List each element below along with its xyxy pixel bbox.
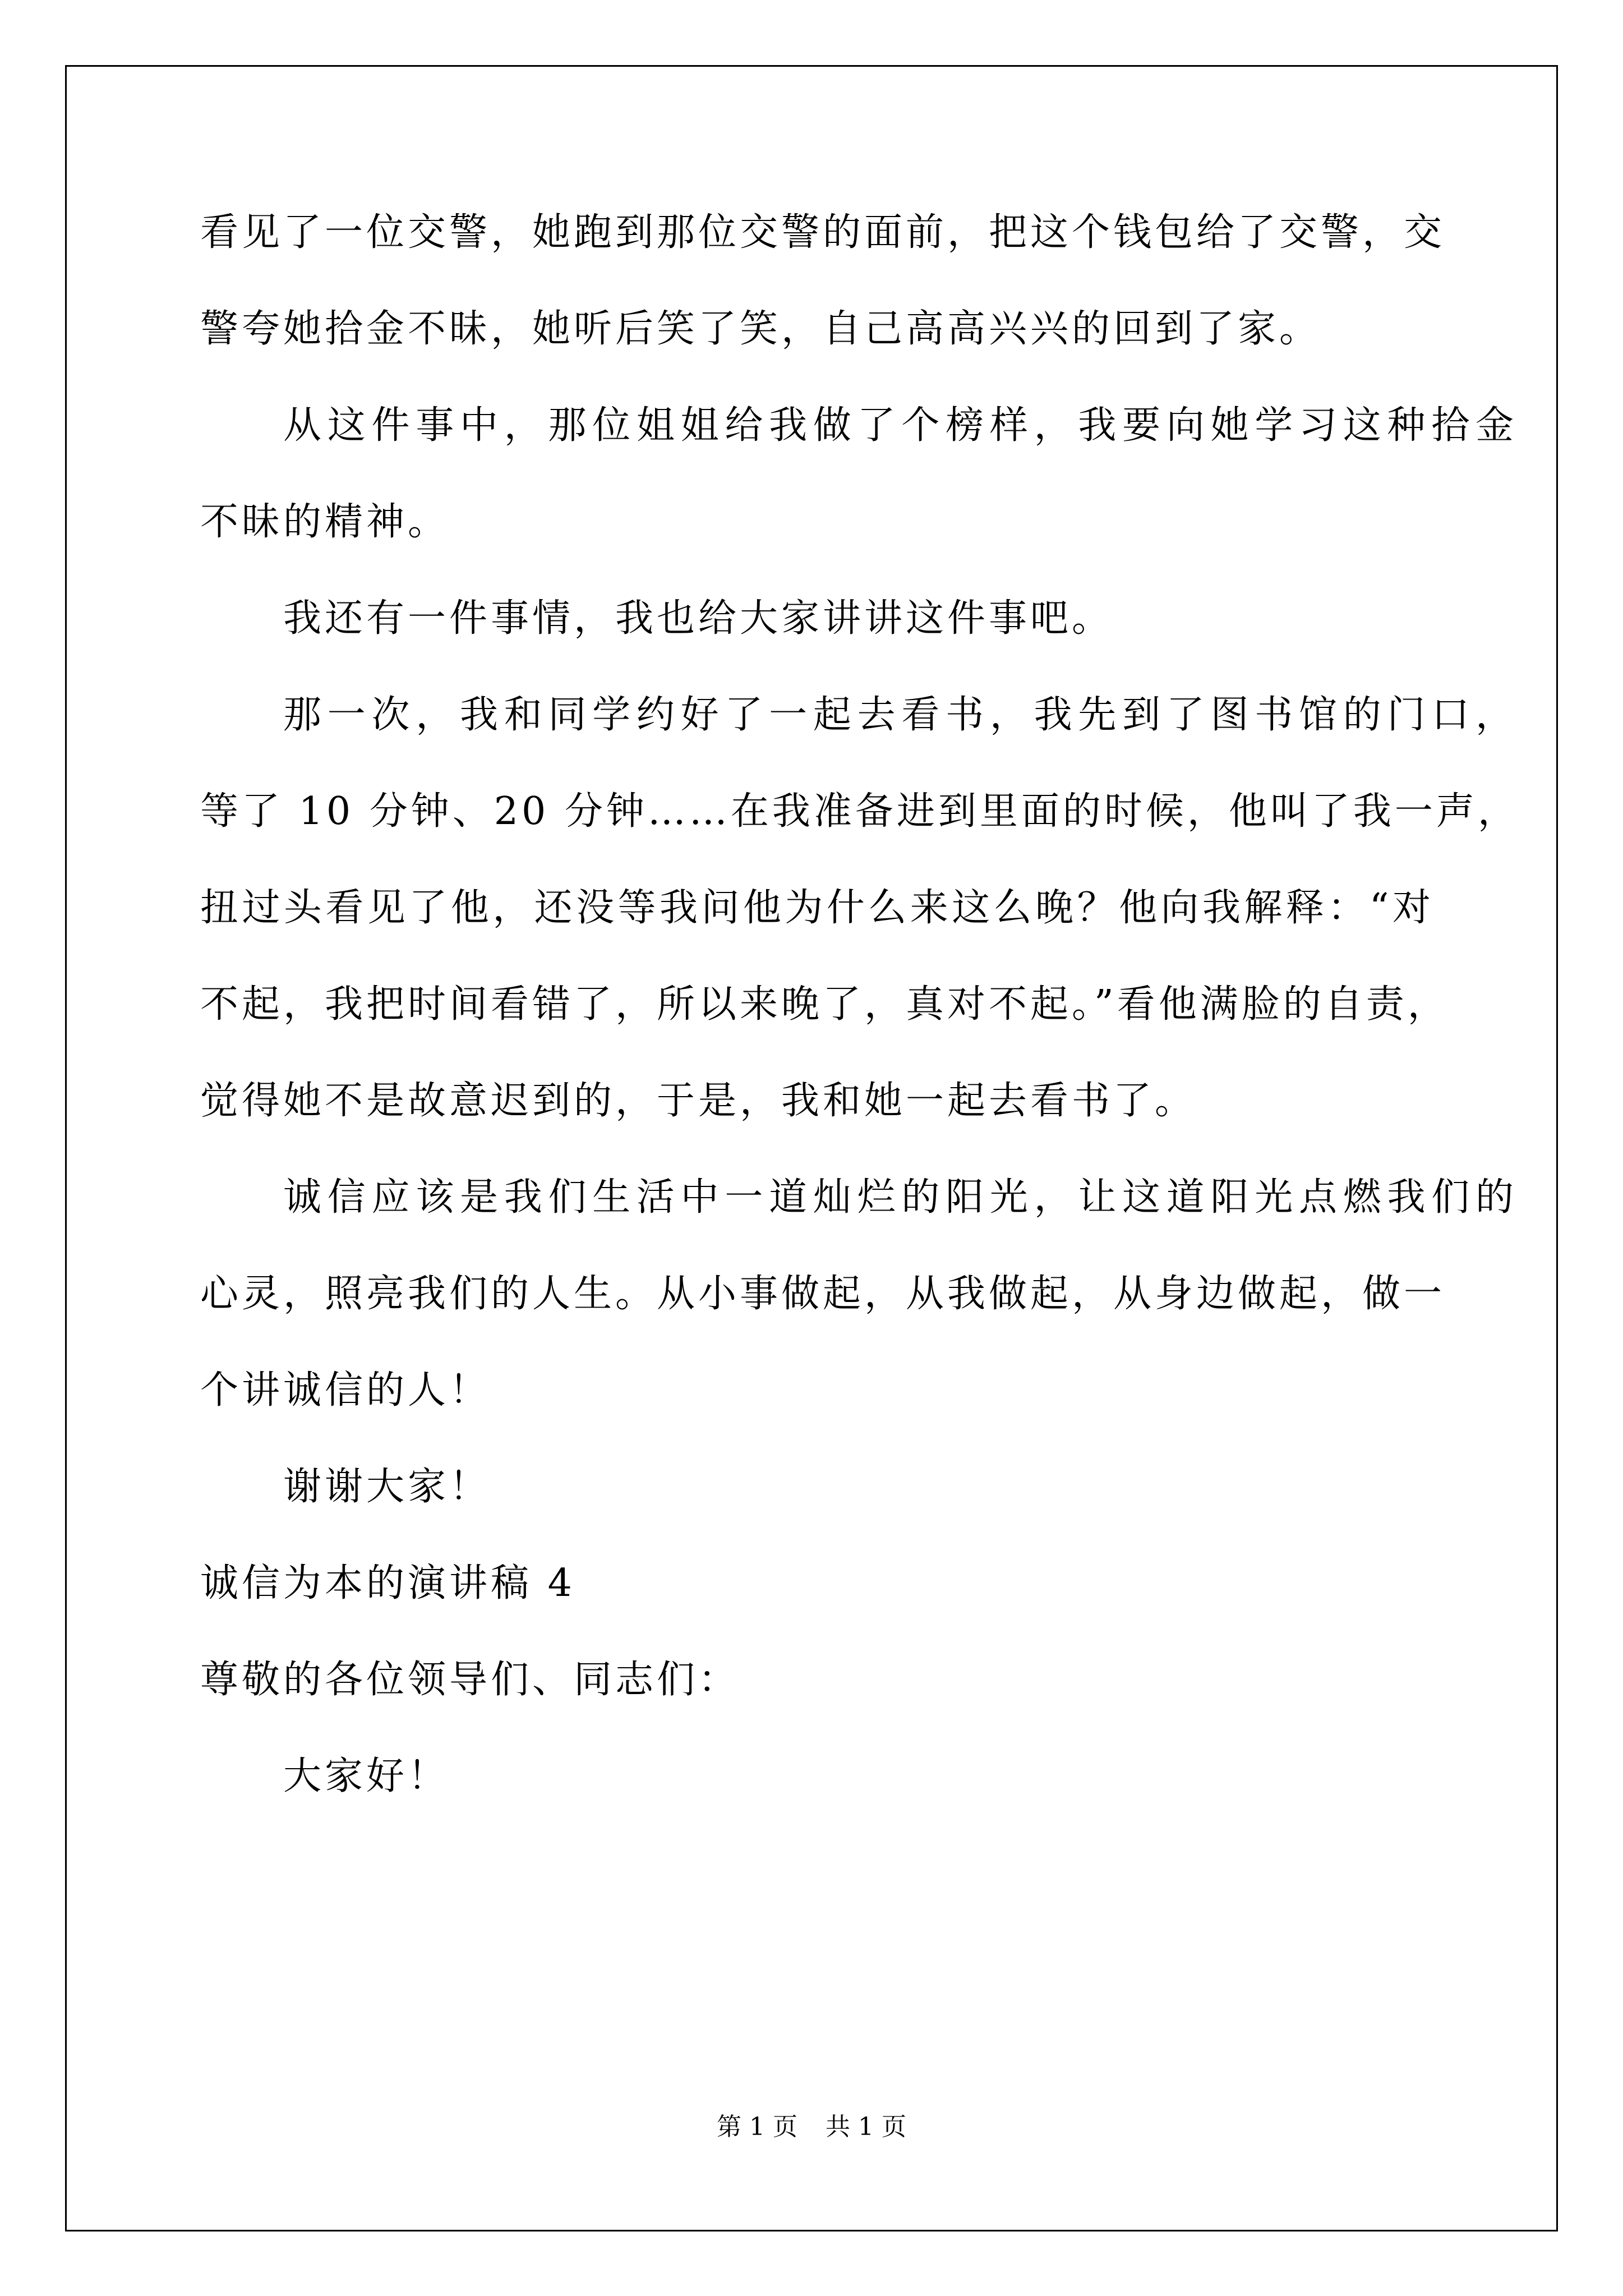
- text-line: 我还有一件事情，我也给大家讲讲这件事吧。: [283, 596, 1114, 641]
- text-line: 心灵，照亮我们的人生。从小事做起，从我做起，从身边做起，做一: [200, 1272, 1446, 1316]
- text-line: 觉得她不是故意迟到的，于是，我和她一起去看书了。: [200, 1079, 1197, 1123]
- document-body: [200, 202, 1519, 1807]
- text-line: 那一次，我和同学约好了一起去看书，我先到了图书馆的门口，: [283, 693, 1517, 737]
- section-title: 诚信为本的演讲稿 4: [200, 1561, 575, 1605]
- text-line: 从这件事中，那位姐姐给我做了个榜样，我要向她学习这种拾金: [283, 403, 1517, 448]
- page-number-total: 共 1 页: [826, 2113, 906, 2141]
- text-line: 不起，我把时间看错了，所以来晚了，真对不起。”看他满脸的自责，: [200, 982, 1449, 1027]
- text-line: 诚信应该是我们生活中一道灿烂的阳光，让这道阳光点燃我们的: [283, 1175, 1517, 1220]
- text-line: 不昧的精神。: [200, 500, 450, 544]
- salutation: 尊敬的各位领导们、同志们：: [200, 1658, 740, 1702]
- greeting: 大家好！: [283, 1754, 450, 1798]
- page-footer: [0, 2110, 1623, 2144]
- text-line: 看见了一位交警，她跑到那位交警的面前，把这个钱包给了交警，交: [200, 210, 1446, 255]
- text-line: 警夸她拾金不昧，她听后笑了笑，自己高高兴兴的回到了家。: [200, 307, 1321, 351]
- page-number-current: 第 1 页: [717, 2113, 797, 2141]
- text-line: 个讲诚信的人！: [200, 1368, 491, 1412]
- text-line: 扭过头看见了他，还没等我问他为什么来这么晚？他向我解释：“对: [200, 886, 1434, 930]
- text-line: 等了 10 分钟、20 分钟……在我准备进到里面的时候，他叫了我一声，: [200, 789, 1519, 834]
- text-line: 谢谢大家！: [283, 1465, 491, 1509]
